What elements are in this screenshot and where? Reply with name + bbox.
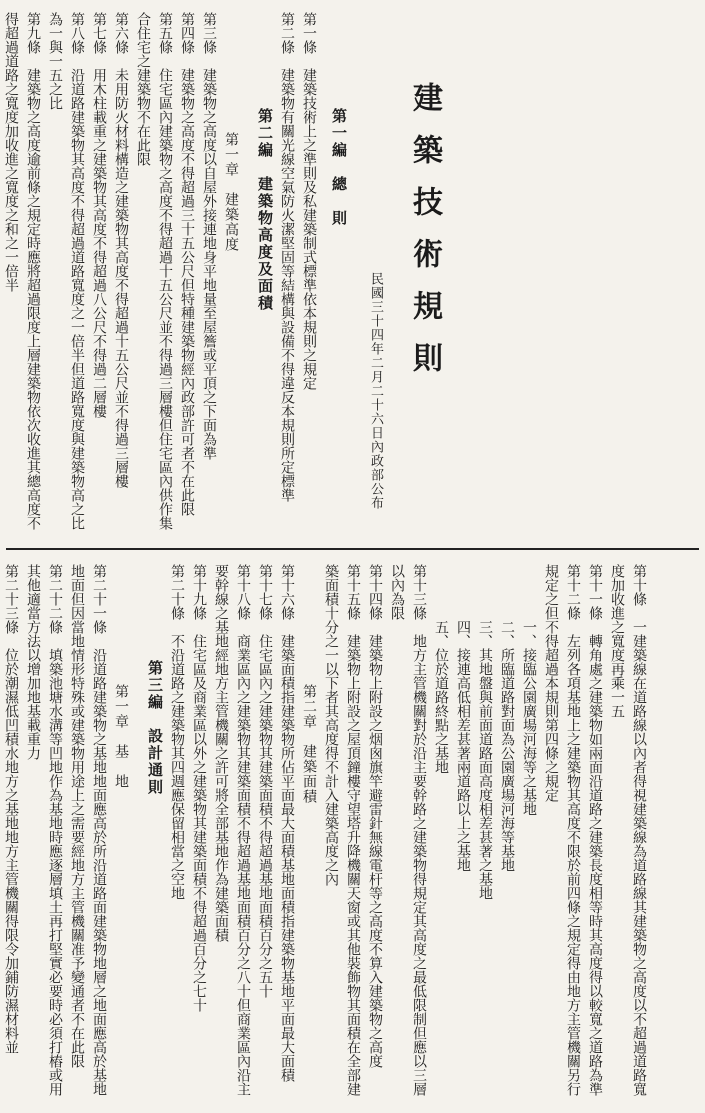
article-5: 第五條 住宅區內建築物之高度不得超過十五公尺並不得過三層樓但住宅區內供作集合住宅之建築物不在此限 xyxy=(135,12,173,530)
article-19: 第十九條 住宅區及商業區以外之建築物其建築面積不得超過百分之七十 xyxy=(191,564,207,1012)
article-23: 第二十三條 位於潮濕低凹積水地方之基地地方主管機關得限令加鋪防濕材料並 xyxy=(3,564,19,1054)
article-12-item-3: 三、其地盤與前面道路面高度相差甚著之基地 xyxy=(477,620,493,900)
chapter2-heading: 第二章 建築面積 xyxy=(301,684,317,804)
article-11: 第十一條 轉角處之建築物如兩面沿道路之建築長度相等時其高度得以較寬之道路為準 xyxy=(587,564,603,1096)
article-12-item-5: 五、位於道路終點之基地 xyxy=(433,620,449,774)
part3-heading: 第三編 設計通則 xyxy=(146,660,164,796)
article-4: 第四條 建築物之高度不得超過三十五公尺但特種建築物經內政部許可者不在此限 xyxy=(179,12,195,516)
article-12-item-4: 四、接連高低相差甚著兩道路以上之基地 xyxy=(455,620,471,872)
article-15: 第十五條 建築物上附設之屋頂鐘樓守望塔升降機關天窗或其他裝飾物其面積在全部建築面積十分之一以下者其高度得不計入建築高度之內 xyxy=(323,564,361,1096)
article-10: 第十條 一建築線在道路線以內者得視建築線為道路線其建築物之高度以不超過道路寬度加收進之寬度再乘一五 xyxy=(609,564,647,1096)
article-8: 第八條 沿道路建築物其高度不得超過道路寬度之一倍半但道路寬度與建築物高之比為一與一五之比 xyxy=(47,12,85,530)
article-9: 第九條 建築物之高度逾前條之規定時應將超過限度上層建築物依次收進其總高度不得超過道路之寬度加收進之寬度之和之一倍半 xyxy=(3,12,41,530)
article-22: 第二十二條 填築池塘水溝等凹地作為基地時應逐層填土再打堅實必要時必須打樁或用其他適當方法以增加地基載重力 xyxy=(25,564,63,1096)
article-12: 第十二條 左列各項基地上之建築物其高度不限於前四條之規定得由地方主管機關另行規定之但不得超過本規則第四條之規定 xyxy=(543,564,581,1096)
article-13: 第十三條 地方主管機關對於沿主要幹路之建築物得規定其高度之最低限制但應以三層以內為限 xyxy=(389,564,427,1096)
article-12-item-2: 二、所臨道路對面為公園廣場河海等基地 xyxy=(499,620,515,872)
lower-half xyxy=(0,552,705,1113)
chapter1-heading: 第一章 建築高度 xyxy=(223,132,239,252)
article-14: 第十四條 建築物上附設之烟囪旗竿避雷針無線電杆等之高度不算入建築物之高度 xyxy=(367,564,383,1068)
document-title: 建築技術規則 xyxy=(407,82,442,394)
part2-heading: 第二編 建築物高度及面積 xyxy=(256,108,274,312)
article-16: 第十六條 建築面積指建築物所佔平面最大面積基地面積指建築物基地平面最大面積 xyxy=(279,564,295,1082)
article-7: 第七條 用木柱載重之建築物其高度不得超過八公尺不得過二層樓 xyxy=(91,12,107,418)
article-1: 第一條 建築技術上之準則及私建築制式標準依本規則之規定 xyxy=(301,12,317,390)
article-3: 第三條 建築物之高度以自屋外接連地身平地量至屋簷或平頂之下面為準 xyxy=(201,12,217,460)
upper-text-flow xyxy=(0,0,462,546)
article-18: 第十八條 商業區內之建築物其建築面積不得超過基地面積百分之八十但商業區內沿主要幹線之基地經地方主管機關之許可將全部基地作為建築面積 xyxy=(213,564,251,1096)
upper-half xyxy=(0,0,705,546)
lower-text-flow xyxy=(0,552,660,1113)
article-2: 第二條 建築物有關光線空氣防火潔堅固等結構與設備不得違反本規則所定標準 xyxy=(279,12,295,502)
article-12-item-1: 一、接臨公園廣場河海等之基地 xyxy=(521,620,537,816)
article-6: 第六條 未用防火材料構造之建築物其高度不得超過十五公尺並不得過三層樓 xyxy=(113,12,129,488)
article-17: 第十七條 住宅區內之建築物其建築面積不得超過基地面積百分之五十 xyxy=(257,564,273,998)
part1-heading: 第一編 總 則 xyxy=(330,108,348,227)
article-21: 第二十一條 沿道路建築物之基地地面應高於所沿道路面建築物地層之地面應高於基地地面但因當地情形特殊或建築物用途上之需要經地方主管機關准予變通者不在此限 xyxy=(69,564,107,1096)
article-20: 第二十條 不沿道路之建築物其四週應保留相當之空地 xyxy=(169,564,185,900)
promulgation-date: 民國三十四年二月二十六日內政部公布 xyxy=(368,272,383,510)
section-divider xyxy=(6,548,699,550)
chapter3-heading: 第一章 基 地 xyxy=(113,684,129,789)
